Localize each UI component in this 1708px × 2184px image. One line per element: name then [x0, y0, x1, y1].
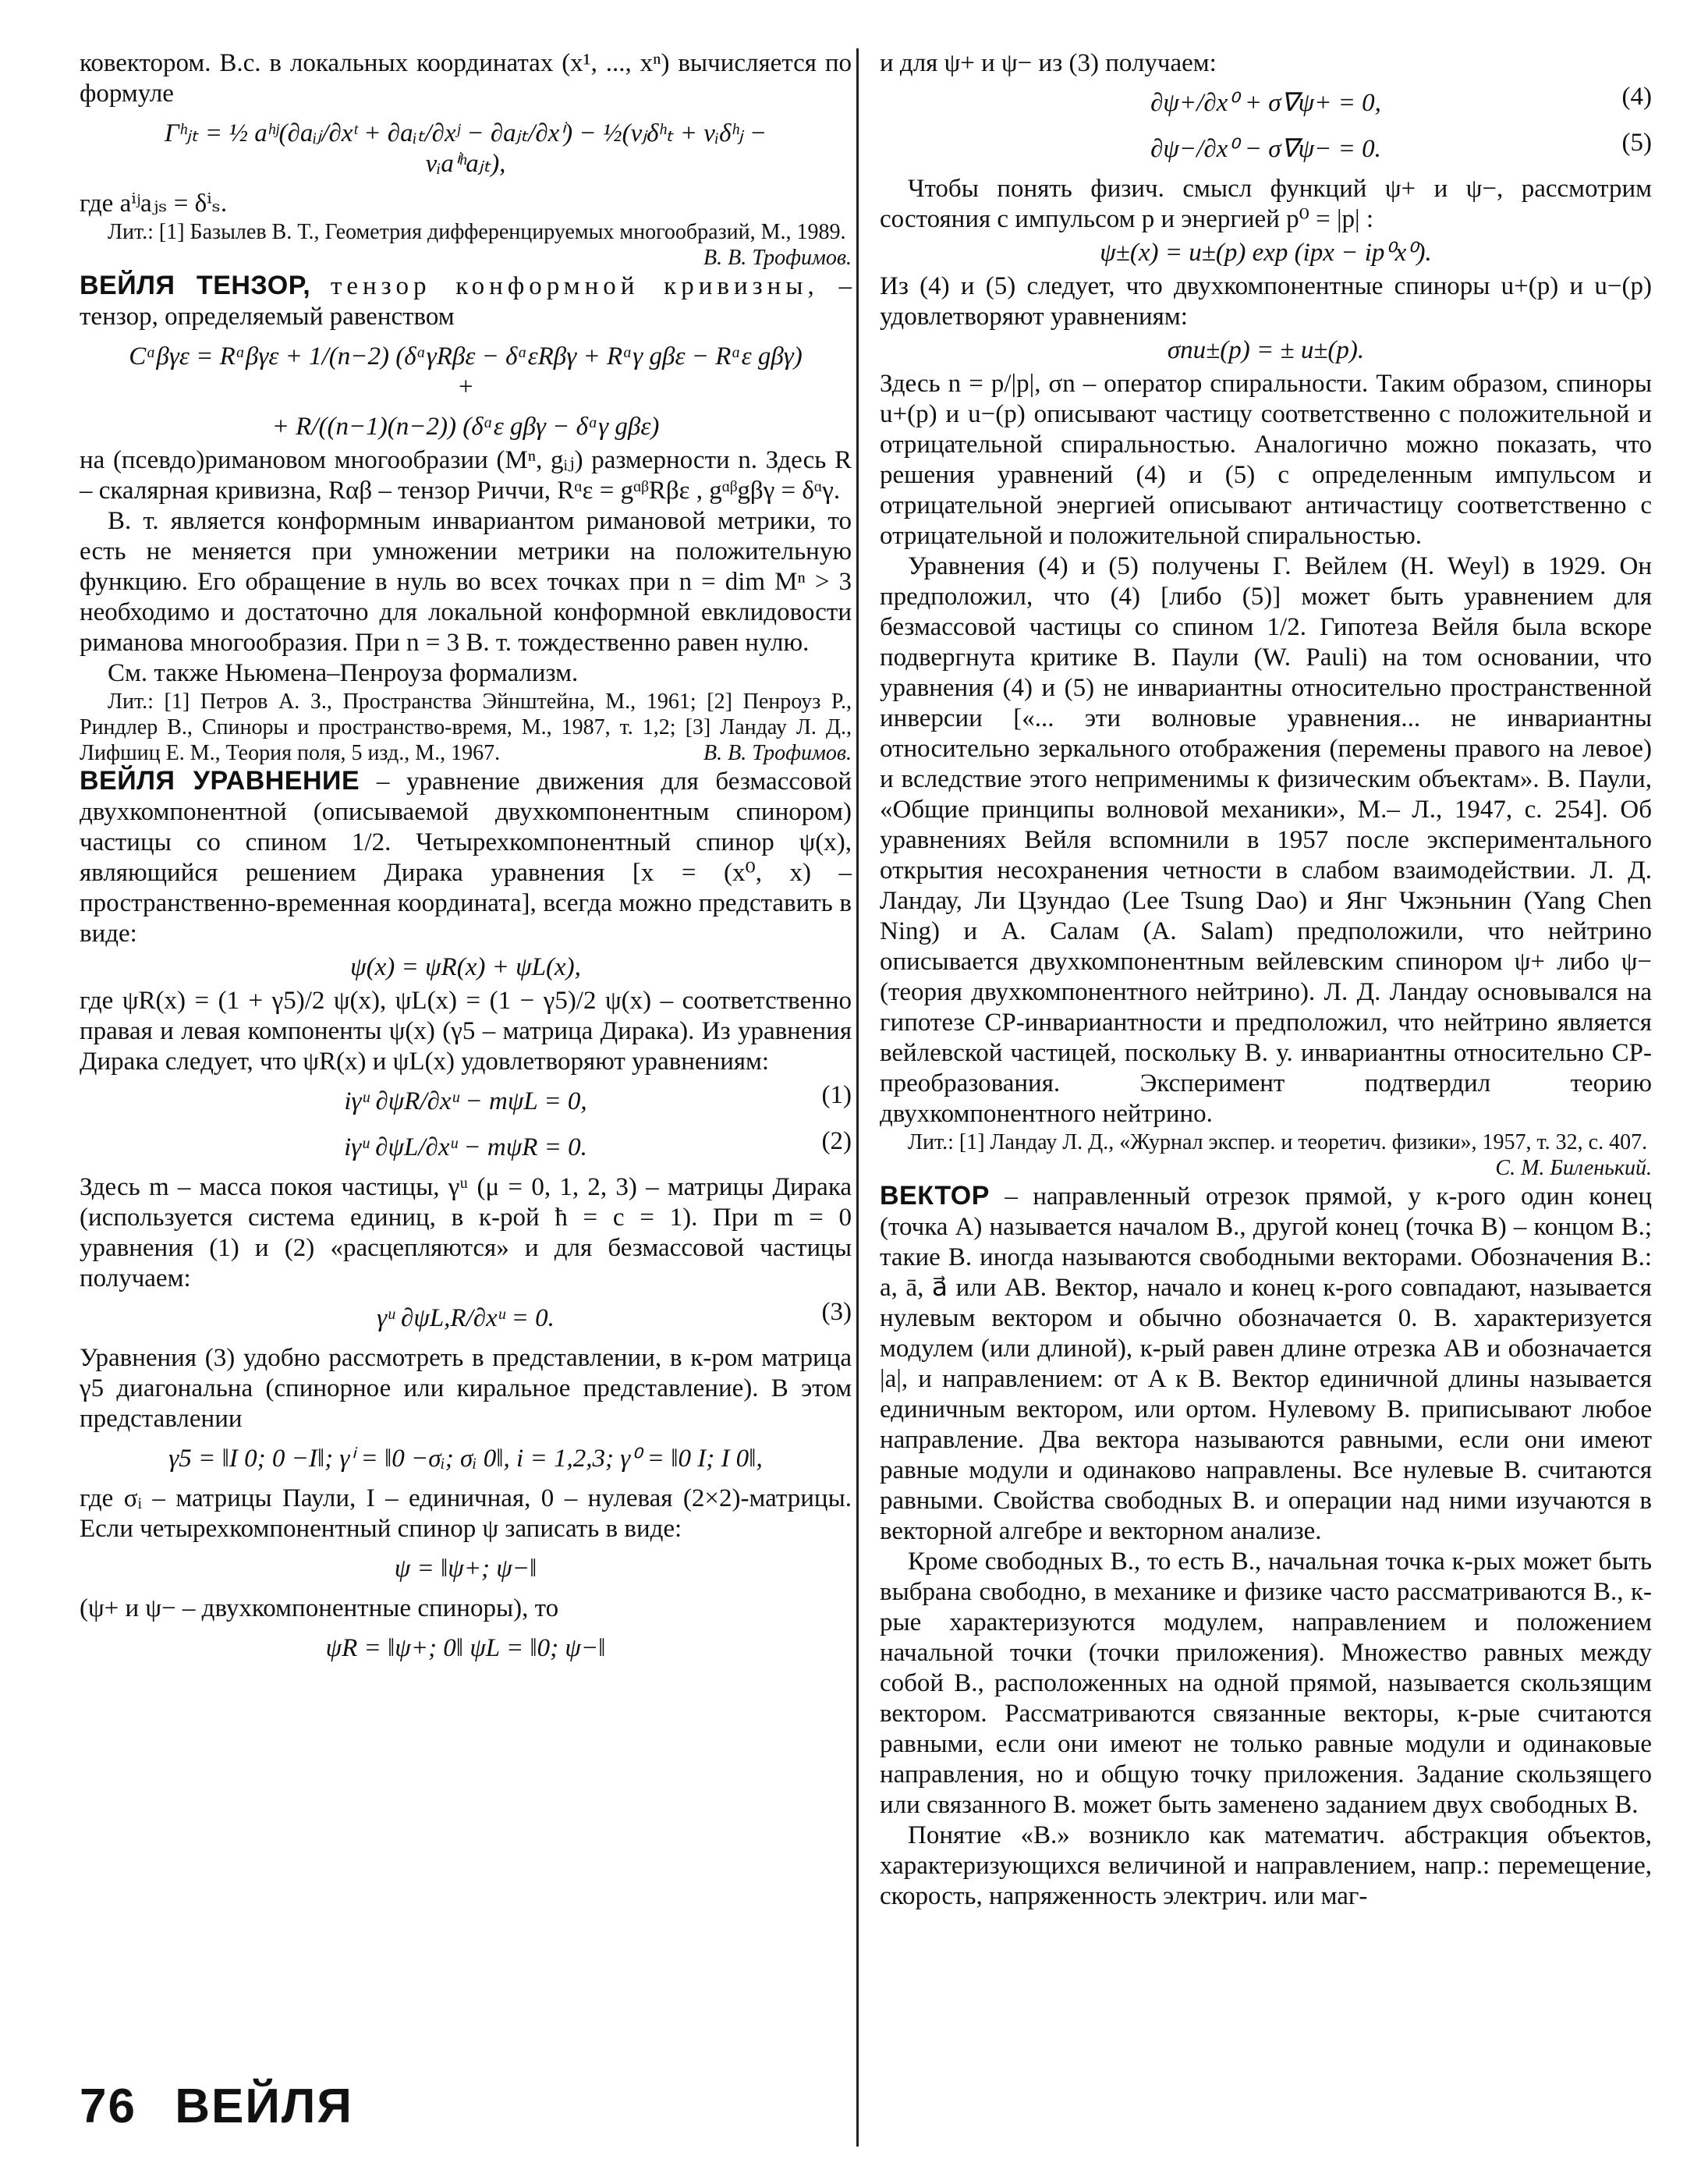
author-2: В. В. Трофимов. [703, 741, 852, 765]
article-weyl-equation: ВЕЙЛЯ УРАВНЕНИЕ – уравнение движения для безмассовой двухкомпонентной (описываемой двухкомпонентным спинором) частицы со спином 1/2. Четырехкомпонентный спинор ψ(x), являющийся решением Дирака уравнения [x = (x⁰, x) – пространственно-временная координата], всегда можно представить в виде: [80, 766, 852, 948]
right-column [880, 48, 1652, 1912]
paragraph-eq-3: Здесь m – масса покоя частицы, γᵘ (μ = 0, 1, 2, 3) – матрицы Дирака (используется система единиц, в к-рой ħ = c = 1). При m = 0 уравнения (1) и (2) «расцепляются» и для безмассовой частицы получаем: [80, 1173, 852, 1292]
paragraph-psi-pm: и для ψ+ и ψ− из (3) получаем: [880, 49, 1217, 77]
equation-1: iγᵘ ∂ψR/∂xᵘ − mψL = 0, (1) [344, 1081, 852, 1115]
author-1: В. В. Трофимов. [703, 246, 852, 270]
paragraph-covector: ковектором. В.с. в локальных координатах (x¹, ..., xⁿ) вычисляется по формуле [80, 49, 852, 108]
column-divider [856, 48, 859, 2147]
equation-helicity: σnu±(p) = ± u±(p). [1167, 336, 1365, 364]
paragraph-eq-6: (ψ+ и ψ− – двухкомпонентные спиноры), то [80, 1594, 559, 1622]
page-number: 76 [80, 2079, 136, 2133]
paragraph-where: где aⁱʲaⱼₛ = δⁱₛ. [80, 190, 228, 218]
heading-weyl-tensor: ВЕЙЛЯ ТЕНЗОР, [80, 271, 311, 300]
equation-christoffel: Γʰⱼₜ = ½ aʰʲ(∂aᵢⱼ/∂xᵗ + ∂aᵢₜ/∂xʲ − ∂aⱼₜ/∂xⁱ) − ½(vⱼδʰₜ + vᵢδʰⱼ − vᵢaⁱʰaⱼₜ), [164, 119, 767, 178]
equation-weyl-tensor-2: + R/((n−1)(n−2)) (δᵅε gβγ − δᵅγ gβε) [271, 413, 660, 441]
author-3: С. М. Биленький. [1495, 1156, 1652, 1180]
see-also: См. также Ньюмена–Пенроуза формализм. [108, 659, 579, 687]
paragraph-weyl-2: В. т. является конформным инвариантом римановой метрики, то есть не меняется при умножении метрики на положительную функцию. Его обращение в нуль во всех точках при n = dim Mⁿ > 3 необходимо и достаточно для локальной конформной евклидовости риманова многообразия. При n = 3 В. т. тождественно равен нулю. [80, 507, 852, 657]
paragraph-helicity: Здесь n = p/|p|, σn – оператор спиральности. Таким образом, спиноры u+(p) и u−(p) описывают частицу соответственно с положительной и отрицательной спиральностью. Аналогично можно показать, что решения уравнений (4) и (5) с определенным импульсом и отрицательной энергией описывают античастицу соответственно с отрицательной и положительной спиральностью. [880, 370, 1652, 550]
paragraph-weyl-1: на (псевдо)римановом многообразии (Mⁿ, gᵢⱼ) размерности n. Здесь R – скалярная кривизна, Rαβ – тензор Риччи, Rᵅε = gᵅᵝRβε , gᵅᵝgβγ = δᵅγ. [80, 446, 852, 505]
heading-weyl-equation: ВЕЙЛЯ УРАВНЕНИЕ [80, 766, 360, 796]
paragraph-vector-3: Понятие «В.» возникло как математич. абстракция объектов, характеризующихся величиной и направлением, напр.: перемещение, скорость, напряженность электрич. или маг- [880, 1821, 1652, 1910]
paragraph-vector-2: Кроме свободных В., то есть В., начальная точка к-рых может быть выбрана свободно, в механике и физике часто рассматриваются В., к-рые характеризуются модулем, направлением и положением начальной точки (точки приложения). Множество равных между собой В., расположенных на одной прямой, называется скользящим вектором. Рассматриваются связанные векторы, к-рые считаются равными, если они имеют не только равные модули и одинаковые направления, но и общую точку приложения. Задание скользящего или связанного В. может быть заменено заданием двух свободных В. [880, 1548, 1652, 1819]
equation-plane-wave: ψ±(x) = u±(p) exp (ipx − ip⁰x⁰). [1100, 239, 1432, 267]
literature-3: Лит.: [1] Ландау Л. Д., «Журнал экспер. и теоретич. физики», 1957, т. 32, с. 407. С. М. Биленький. [908, 1130, 1652, 1180]
equation-psi: ψ = ‖ψ+; ψ−‖ [394, 1555, 537, 1583]
paragraph-eq-2: где ψR(x) = (1 + γ5)/2 ψ(x), ψL(x) = (1 − γ5)/2 ψ(x) – соответственно правая и левая компоненты ψ(x) (γ5 – матрица Дирака). Из уравнения Дирака следует, что ψR(x) и ψL(x) удовлетворяют уравнениям: [80, 987, 852, 1076]
paragraph-physical-meaning: Чтобы понять физич. смысл функций ψ+ и ψ−, рассмотрим состояния с импульсом p и энергией p⁰ = |p| : [880, 175, 1652, 233]
equation-weyl-tensor-1: Cᵅβγε = Rᵅβγε + 1/(n−2) (δᵅγRβε − δᵅεRβγ + Rᵅγ gβε − Rᵅε gβγ) + [129, 342, 803, 401]
paragraph-eq-4: Уравнения (3) удобно рассмотреть в представлении, в к-ром матрица γ5 диагональна (спинорное или киральное представление). В этом представлении [80, 1344, 852, 1433]
equation-3: γᵘ ∂ψL,R/∂xᵘ = 0. (3) [377, 1298, 852, 1332]
equation-decomposition: ψ(x) = ψR(x) + ψL(x), [350, 953, 581, 981]
equation-psi-rl: ψR = ‖ψ+; 0‖ ψL = ‖0; ψ−‖ [325, 1634, 606, 1662]
paragraph-history: Уравнения (4) и (5) получены Г. Вейлем (H. Weyl) в 1929. Он предположил, что (4) [либо (5)] может быть уравнением для безмассовой частицы со спином 1/2. Гипотеза Вейля была вскоре подвергнута критике В. Паули (W. Pauli) на том основании, что уравнения (4) и (5) не инвариантны относительно пространственной инверсии [«... эти волновые уравнения... не инвариантны относительно зеркального отображения (перемены правого на левое) и вследствие этого неприменимы к физическим объектам». В. Паули, «Общие принципы волновой механики», М.– Л., 1947, с. 254]. Об уравнениях Вейля вспомнили в 1957 после экспериментального открытия несохранения четности в слабом взаимодействии. Л. Д. Ландау, Ли Цзундао (Lee Tsung Dao) и Янг Чжэньнин (Yang Chen Ning) и А. Салам (A. Salam) предположили, что нейтрино описывается двухкомпонентным вейлевским спинором ψ+ либо ψ− (теория двухкомпонентного нейтрино). Л. Д. Ландау основывался на гипотезе CP-инвариантности и предположил, что нейтрино является вейлевской частицей, поскольку В. у. инвариантны относительно CP-преобразования. Эксперимент подтвердил теорию двухкомпонентного нейтрино. [880, 552, 1652, 1128]
page-footer [80, 2079, 353, 2134]
equation-matrices: γ5 = ‖I 0; 0 −I‖; γⁱ = ‖0 −σᵢ; σᵢ 0‖, i = 1,2,3; γ⁰ = ‖0 I; I 0‖, [168, 1445, 763, 1473]
equation-4: ∂ψ+/∂x⁰ + σ∇ψ+ = 0, (4) [1150, 83, 1652, 117]
heading-vector: ВЕКТОР [880, 1181, 990, 1211]
equation-2: iγᵘ ∂ψL/∂xᵘ − mψR = 0. (2) [344, 1127, 852, 1161]
literature-1: Лит.: [1] Базылев В. Т., Геометрия дифференцируемых многообразий, М., 1989. В. В. Трофимов. [108, 220, 852, 270]
article-weyl-tensor: ВЕЙЛЯ ТЕНЗОР, тензор конформной кривизны, – тензор, определяемый равенством [80, 271, 852, 331]
left-column [80, 48, 852, 1673]
paragraph-eq-5: где σᵢ – матрицы Паули, I – единичная, 0 – нулевая (2×2)-матрицы. Если четырехкомпонентный спинор ψ записать в виде: [80, 1484, 852, 1543]
running-head: ВЕЙЛЯ [175, 2079, 353, 2133]
article-vector: ВЕКТОР – направленный отрезок прямой, у к-рого один конец (точка A) называется началом В., другой конец (точка B) – концом В.; такие В. иногда называются свободными векторами. Обозначения В.: a, ā, a⃗ или AB. Вектор, начало и конец к-рого совпадают, называется нулевым вектором и обычно обозначается 0. В. характеризуется модулем (или длиной), к-рый равен длине отрезка AB и обозначается |a|, и направлением: от A к B. Вектор единичной длины называется единичным вектором, или ортом. Нулевому В. приписывают любое направление. Два вектора называются равными, если они имеют равные модули и одинаково направлены. Все нулевые В. считаются равными. Свойства свободных В. и операции над ними изучаются в векторной алгебре и векторном анализе. [880, 1181, 1652, 1545]
literature-2: Лит.: [1] Петров А. З., Пространства Эйнштейна, М., 1961; [2] Пенроуз Р., Риндлер В., Спиноры и пространство-время, М., 1987, т. 1,2; [3] Ландау Л. Д., Лифшиц Е. М., Теория поля, 5 изд., М., 1967. В. В. Трофимов. [80, 690, 852, 765]
equation-5: ∂ψ−/∂x⁰ − σ∇ψ− = 0. (5) [1150, 129, 1652, 163]
paragraph-spinors: Из (4) и (5) следует, что двухкомпонентные спиноры u+(p) и u−(p) удовлетворяют уравнениям: [880, 272, 1652, 331]
